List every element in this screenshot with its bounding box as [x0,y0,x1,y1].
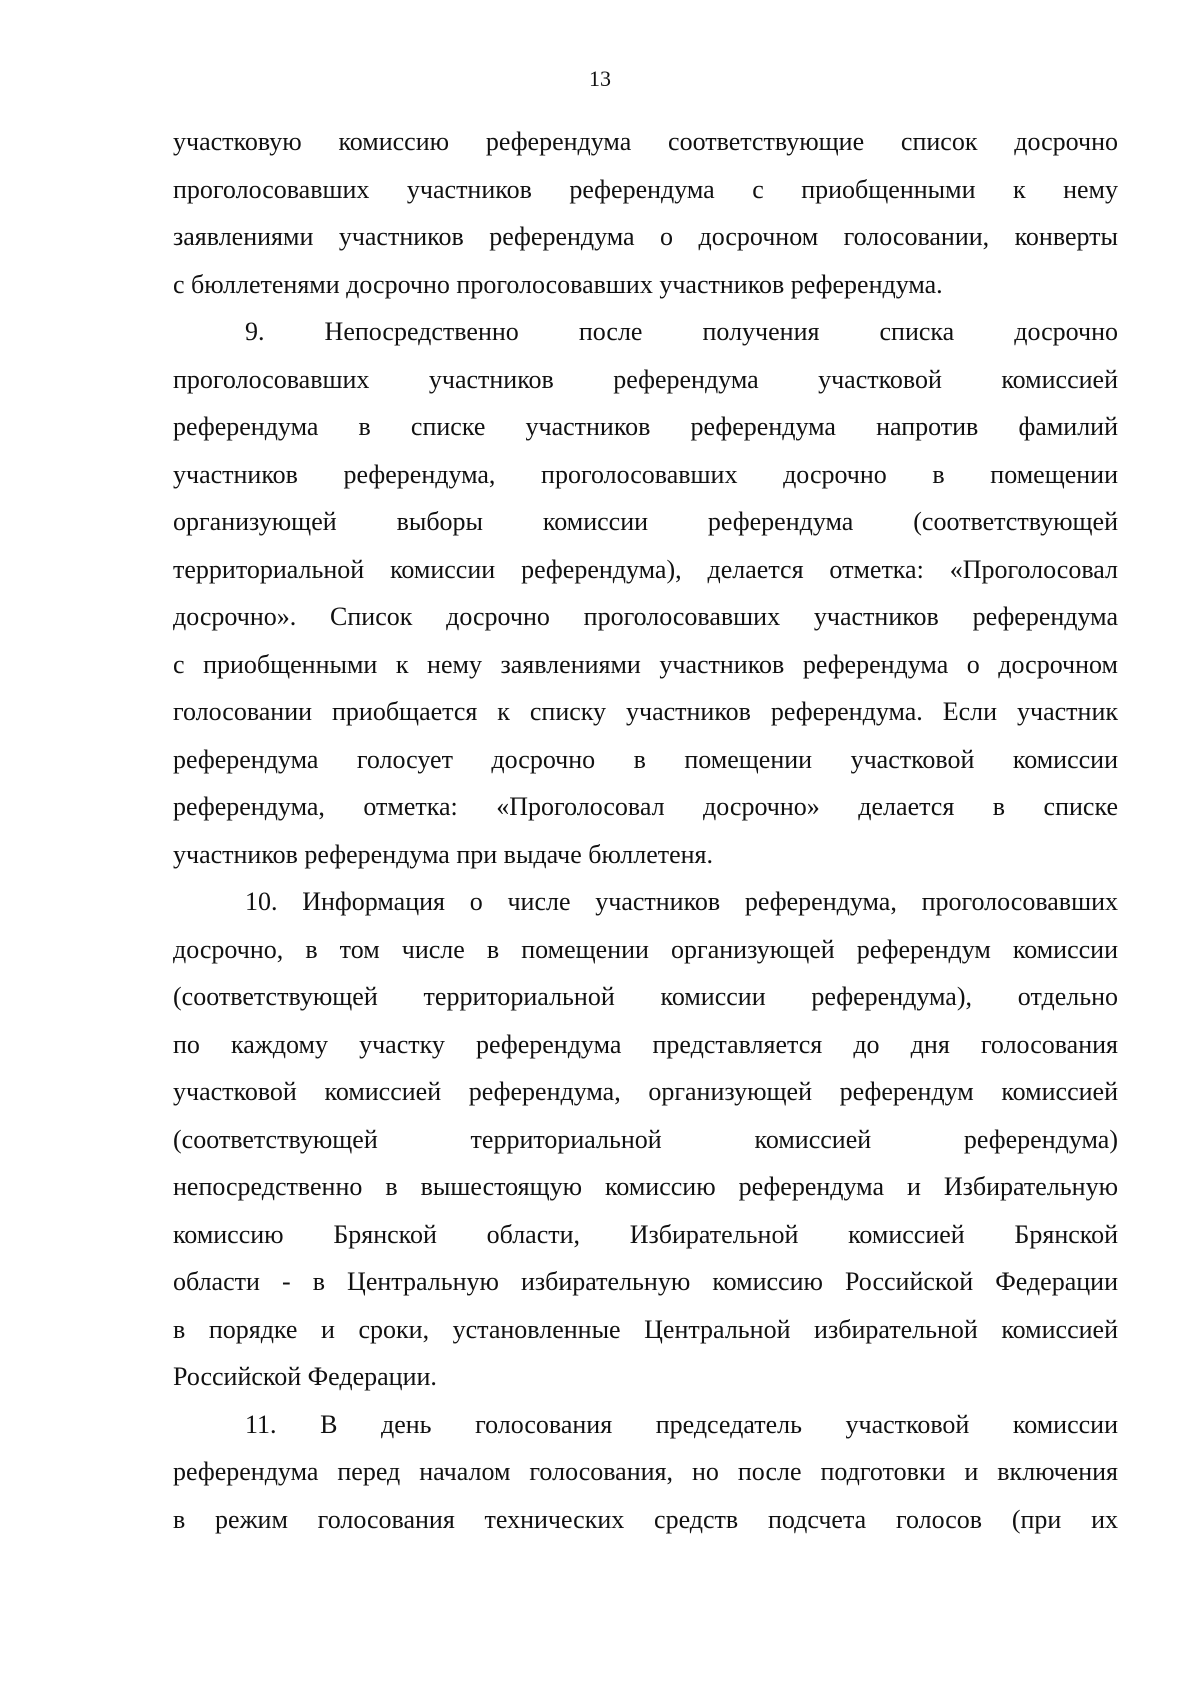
paragraph-first-line: 9. Непосредственно после получения списка досрочно [245,317,1118,346]
text-line: территориальной комиссии референдума), делается отметка: «Проголосовал [173,554,1118,584]
text-line: голосовании приобщается к списку участников референдума. Если участник [173,697,1118,726]
text-line: области - в Центральную избирательную комиссию Российской Федерации [173,1267,1118,1296]
page-number: 13 [589,66,611,91]
text-line: непосредственно в вышестоящую комиссию референдума и Избирательную [173,1172,1118,1201]
document-body [173,118,1118,1543]
text-line: участников референдума, проголосовавших досрочно в помещении [173,459,1118,489]
text-line: досрочно, в том числе в помещении организующей референдум комиссии [173,934,1118,964]
text-line: референдума, отметка: «Проголосовал досрочно» делается в списке [173,792,1118,821]
text-line: с бюллетенями досрочно проголосовавших участников референдума. [173,269,943,299]
text-line: заявлениями участников референдума о досрочном голосовании, конверты [173,222,1118,251]
text-line: участковую комиссию референдума соответствующие список досрочно [173,127,1118,156]
text-line: (соответствующей территориальной комиссией референдума) [173,1124,1118,1154]
text-line: по каждому участку референдума представляется до дня голосования [173,1029,1118,1059]
text-line: в режим голосования технических средств подсчета голосов (при их [173,1504,1118,1534]
text-line: референдума в списке участников референдума напротив фамилий [173,412,1118,441]
text-line: Российской Федерации. [173,1362,437,1391]
text-line: (соответствующей территориальной комиссии референдума), отдельно [173,982,1118,1011]
text-line: досрочно». Список досрочно проголосовавших участников референдума [173,602,1118,631]
paragraph-first-line: 10. Информация о числе участников референдума, проголосовавших [245,887,1118,916]
text-line: проголосовавших участников референдума с приобщенными к нему [173,174,1118,204]
text-line: референдума голосует досрочно в помещении участковой комиссии [173,744,1118,774]
paragraph-first-line: 11. В день голосования председатель участковой комиссии [245,1409,1118,1439]
text-line: участников референдума при выдаче бюллетеня. [173,839,714,869]
text-line: участковой комиссией референдума, организующей референдум комиссией [173,1077,1118,1106]
text-line: в порядке и сроки, установленные Центральной избирательной комиссией [173,1314,1118,1344]
text-line: комиссию Брянской области, Избирательной комиссией Брянской [173,1219,1118,1249]
text-line: с приобщенными к нему заявлениями участников референдума о досрочном [173,649,1118,679]
text-line: проголосовавших участников референдума участковой комиссией [173,364,1118,394]
text-line: организующей выборы комиссии референдума (соответствующей [173,507,1118,536]
text-line: референдума перед началом голосования, но после подготовки и включения [173,1457,1118,1486]
